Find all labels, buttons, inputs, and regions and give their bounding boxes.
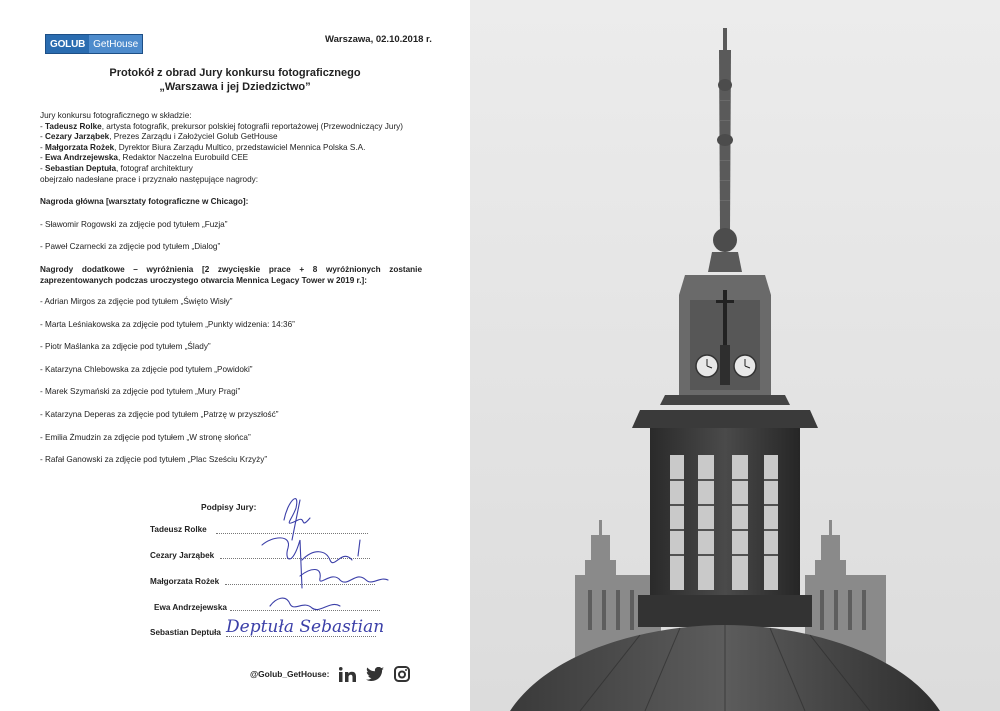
jury-member-name: Małgorzata Rożek [45, 142, 115, 152]
signature-line [216, 533, 368, 534]
signatory-name: Małgorzata Rożek [150, 577, 220, 586]
jury-member-name: Sebastian Deptuła [45, 163, 116, 173]
jury-member-name: Cezary Jarząbek [45, 132, 110, 142]
prize-entry: - Rafał Ganowski za zdjęcie pod tytułem „Plac Sześciu Krzyży” [40, 455, 268, 464]
jury-member: - Małgorzata Rożek, Dyrektor Biura Zarządu Multico, przedstawiciel Mennica Polska S.A. [40, 142, 366, 152]
signatory-name: Tadeusz Rolke [150, 525, 207, 534]
signature-line [220, 558, 370, 559]
signature-line [225, 584, 375, 585]
jury-member-role: , fotograf architektury [116, 163, 193, 173]
signature-jarzabek [262, 538, 360, 588]
prize-entry: - Katarzyna Deperas za zdjęcie pod tytułem „Patrzę w przyszłość” [40, 410, 279, 419]
jury-member: - Ewa Andrzejewska, Redaktor Naczelna Eurobuild CEE [40, 153, 249, 163]
document-subtitle: „Warszawa i jej Dziedzictwo” [159, 81, 311, 93]
additional-prizes-heading: Nagrody dodatkowe – wyróżnienia [2 zwycięskie prace + 8 wyróżnionych zostanie zaprezentowanych podczas uroczystego otwarcia Mennica Legacy Tower w 2019 r.]: [40, 265, 422, 285]
signatory-name: Cezary Jarząbek [150, 551, 215, 560]
clock-section [679, 275, 771, 395]
golub-gethouse-logo [45, 34, 143, 54]
jury-member: - Cezary Jarząbek, Prezes Zarządu i Założyciel Golub GetHouse [40, 132, 278, 142]
signatory-name: Ewa Andrzejewska [154, 603, 227, 612]
handwritten-signatures [0, 0, 470, 711]
prize-entry: - Emilia Żmudzin za zdjęcie pod tytułem „W stronę słońca” [40, 433, 251, 442]
main-prize-heading: Nagroda główna [warsztaty fotograficzne w Chicago]: [40, 197, 249, 206]
document-date: Warszawa, 02.10.2018 r. [325, 34, 432, 45]
prize-entry: - Paweł Czarnecki za zdjęcie pod tytułem „Dialog” [40, 242, 221, 251]
jury-member: - Tadeusz Rolke, artysta fotografik, prekursor polskiej fotografii reportażowej (Przewodniczący Jury) [40, 121, 403, 131]
prize-entry: - Adrian Mirgos za zdjęcie pod tytułem „Święto Wisły” [40, 297, 233, 306]
document-title: Protokół z obrad Jury konkursu fotograficznego [109, 67, 361, 79]
logo-part-gethouse: GetHouse [89, 35, 142, 53]
social-footer [250, 666, 410, 682]
tower-photograph [470, 0, 1000, 711]
prize-entry: - Marek Szymański za zdjęcie pod tytułem „Mury Pragi” [40, 387, 241, 396]
prize-entry: - Piotr Maślanka za zdjęcie pod tytułem „Ślady” [40, 342, 211, 351]
jury-member: - Sebastian Deptuła, fotograf architektury [40, 163, 193, 173]
signature-line [230, 610, 380, 611]
jury-member-role: , Dyrektor Biura Zarządu Multico, przedstawiciel Mennica Polska S.A. [114, 142, 366, 152]
linkedin-icon[interactable] [339, 667, 356, 682]
jury-member-role: , artysta fotografik, prekursor polskiej fotografii reportażowej (Przewodniczący Jury) [101, 121, 403, 131]
prize-entry: - Katarzyna Chlebowska za zdjęcie pod tytułem „Powidoki” [40, 365, 253, 374]
jury-member-role: , Prezes Zarządu i Założyciel Golub GetHouse [109, 132, 278, 142]
palace-of-culture-photo [470, 0, 1000, 711]
signatures-heading: Podpisy Jury: [201, 502, 257, 512]
signature-andrzejewska [270, 598, 340, 609]
jury-member-name: Tadeusz Rolke [45, 121, 102, 131]
jury-intro: Jury konkursu fotograficznego w składzie: [40, 111, 192, 120]
prize-entry: - Sławomir Rogowski za zdjęcie pod tytułem „Fuzja” [40, 220, 228, 229]
signature-deptula: Deptuła Sebastian [226, 617, 385, 637]
jury-member-name: Ewa Andrzejewska [45, 153, 118, 163]
jury-outro: obejrzało nadesłane prace i przyznało następujące nagrody: [40, 174, 259, 184]
instagram-icon[interactable] [394, 666, 410, 682]
logo-part-golub: GOLUB [50, 38, 86, 50]
signature-rozek [300, 570, 388, 583]
jury-composition [40, 111, 403, 185]
signatory-name: Sebastian Deptuła [150, 628, 221, 637]
drum-tower [632, 395, 818, 627]
jury-member-role: , Redaktor Naczelna Eurobuild CEE [117, 153, 249, 163]
prize-entry: - Marta Leśniakowska za zdjęcie pod tytułem „Punkty widzenia: 14:36” [40, 320, 295, 329]
protocol-document [0, 0, 470, 711]
social-handle: @Golub_GetHouse: [250, 669, 330, 679]
twitter-icon[interactable] [366, 667, 384, 681]
